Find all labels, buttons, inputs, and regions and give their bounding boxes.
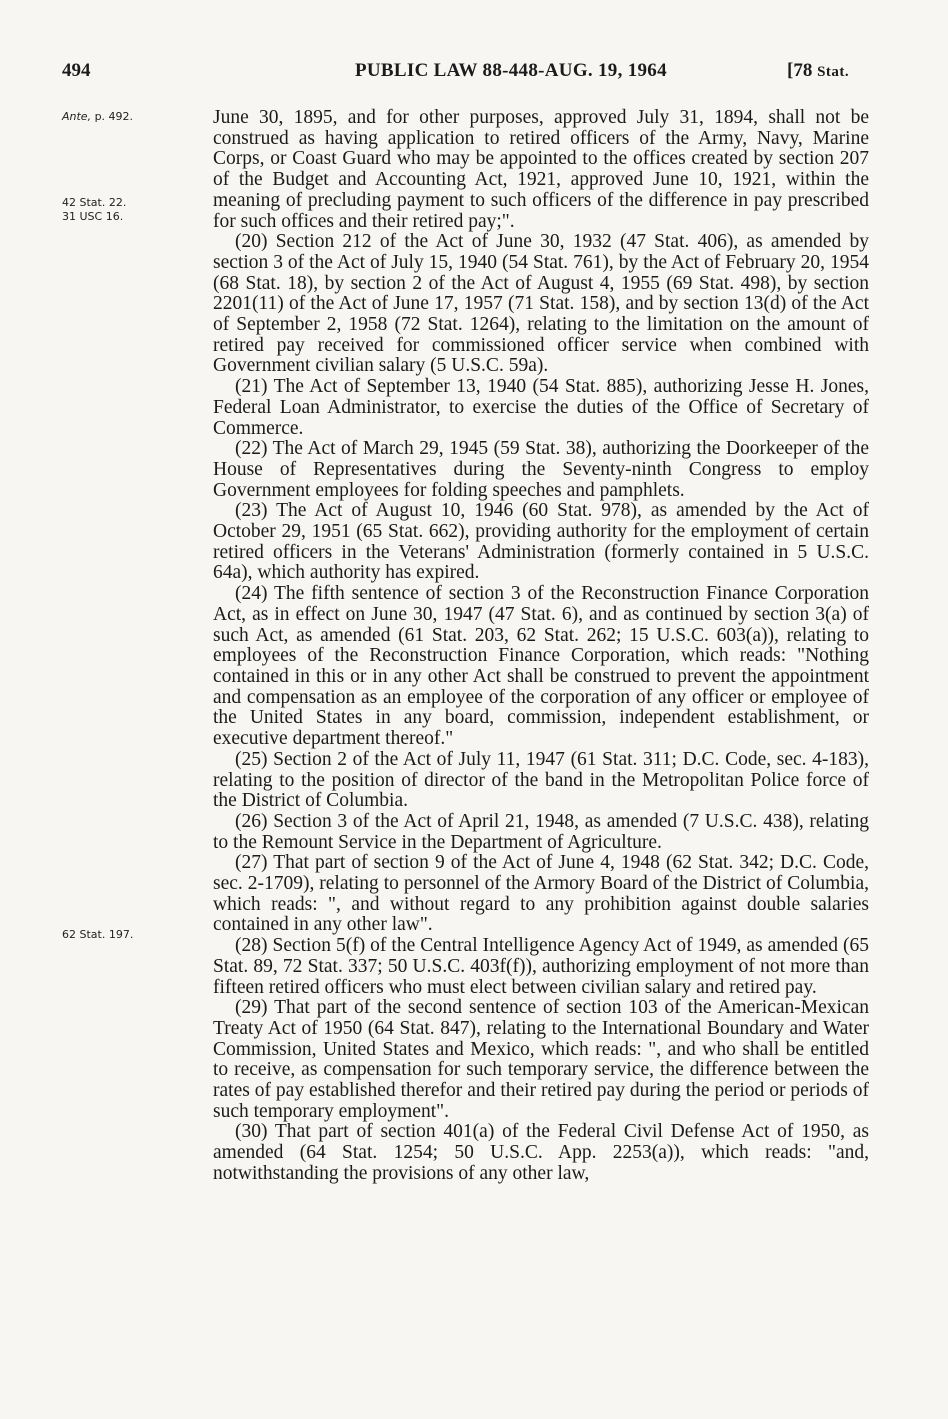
page-title: PUBLIC LAW 88-448-AUG. 19, 1964 (355, 60, 667, 81)
paragraph-22: (22) The Act of March 29, 1945 (59 Stat. 38), authorizing the Doorkeeper of the House of Representatives during the Seventy-ninth Congress to employ Government employees for folding speeches and pamphlets. (213, 438, 869, 501)
margin-note-42-stat: 42 Stat. 22. (62, 196, 127, 209)
page-number: 494 (62, 60, 91, 81)
paragraph-21: (21) The Act of September 13, 1940 (54 Stat. 885), authorizing Jesse H. Jones, Federal Loan Administrator, to exercise the duties of the Office of Secretary of Commerce. (213, 376, 869, 439)
margin-note-ante (62, 110, 133, 124)
paragraph-26: (26) Section 3 of the Act of April 21, 1948, as amended (7 U.S.C. 438), relating to the Remount Service in the Department of Agriculture. (213, 810, 869, 853)
paragraph-24: (24) The fifth sentence of section 3 of the Reconstruction Finance Corporation Act, as in effect on June 30, 1947 (47 Stat. 6), and as continued by section 3(a) of such Act, as amended (61 Stat. 203, 62 Stat. 262; 15 U.S.C. 603(a)), relating to employees of the Reconstruction Finance Corporation, which reads: "Nothing contained in this or in any other Act shall be construed to prevent the appointment and compensation as an employee of the corporation of any officer or employee of the United States in any board, commission, independent establishment, or executive department thereof." (213, 583, 869, 750)
statute-volume-label: Stat. (817, 64, 850, 80)
paragraph-23: (23) The Act of August 10, 1946 (60 Stat. 978), as amended by the Act of October 29, 1951 (65 Stat. 662), providing authority for the employment of certain retired officers in the Veterans' Administration (formerly contained in 5 U.S.C. 64a), which authority has expired. (213, 500, 869, 584)
statute-volume-prefix: [78 (787, 60, 818, 81)
margin-note-31-usc: 31 USC 16. (62, 210, 124, 223)
margin-note-ante-label: Ante, (62, 110, 92, 123)
paragraph-30: (30) That part of section 401(a) of the Federal Civil Defense Act of 1950, as amended (64 Stat. 1254; 50 U.S.C. App. 2253(a)), which reads: "and, notwithstanding the provisions of any other law, (213, 1121, 869, 1184)
paragraph-27: (27) That part of section 9 of the Act of June 4, 1948 (62 Stat. 342; D.C. Code, sec. 2-1709), relating to personnel of the Armory Board of the District of Columbia, which reads: ", and without regard to any prohibition against double salaries contained in any other law". (213, 852, 869, 936)
margin-note-ante-page: p. 492. (91, 110, 134, 123)
paragraph-25: (25) Section 2 of the Act of July 11, 1947 (61 Stat. 311; D.C. Code, sec. 4-183), relating to the position of director of the band in the Metropolitan Police force of the District of Columbia. (213, 748, 869, 812)
paragraph-20: (20) Section 212 of the Act of June 30, 1932 (47 Stat. 406), as amended by section 3 of the Act of July 15, 1940 (54 Stat. 761), by the Act of February 20, 1954 (68 Stat. 18), by section 2 of the Act of August 4, 1955 (69 Stat. 498), by section 2201(11) of the Act of June 17, 1957 (71 Stat. 158), and by section 13(d) of the Act of September 2, 1958 (72 Stat. 1264), relating to the limitation on the amount of retired pay received for commissioned officer service when combined with Government civilian salary (5 U.S.C. 59a). (213, 231, 869, 377)
paragraph-28: (28) Section 5(f) of the Central Intelligence Agency Act of 1949, as amended (65 Stat. 89, 72 Stat. 337; 50 U.S.C. 403f(f)), authorizing employment of not more than fifteen retired officers who must elect between civilian salary and retired pay. (213, 935, 869, 998)
page-header (0, 60, 948, 90)
margin-note-62-stat: 62 Stat. 197. (62, 928, 134, 941)
statute-text (213, 108, 869, 1185)
statute-volume (787, 60, 849, 82)
paragraph-29: (29) That part of the second sentence of section 103 of the American-Mexican Treaty Act of 1950 (64 Stat. 847), relating to the International Boundary and Water Commission, United States and Mexico, which reads: ", and who shall be entitled to receive, as compensation for such temporary service, the difference between the rates of pay established therefor and their retired pay during the period or periods of such temporary employment". (213, 997, 869, 1122)
paragraph-continuation: June 30, 1895, and for other purposes, approved July 31, 1894, shall not be construed as having application to retired officers of the Army, Navy, Marine Corps, or Coast Guard who may be appointed to the offices created by section 207 of the Budget and Accounting Act, 1921, approved June 10, 1921, within the meaning of precluding payment to such officers of the difference in pay prescribed for such offices and their retired pay;". (213, 107, 869, 232)
